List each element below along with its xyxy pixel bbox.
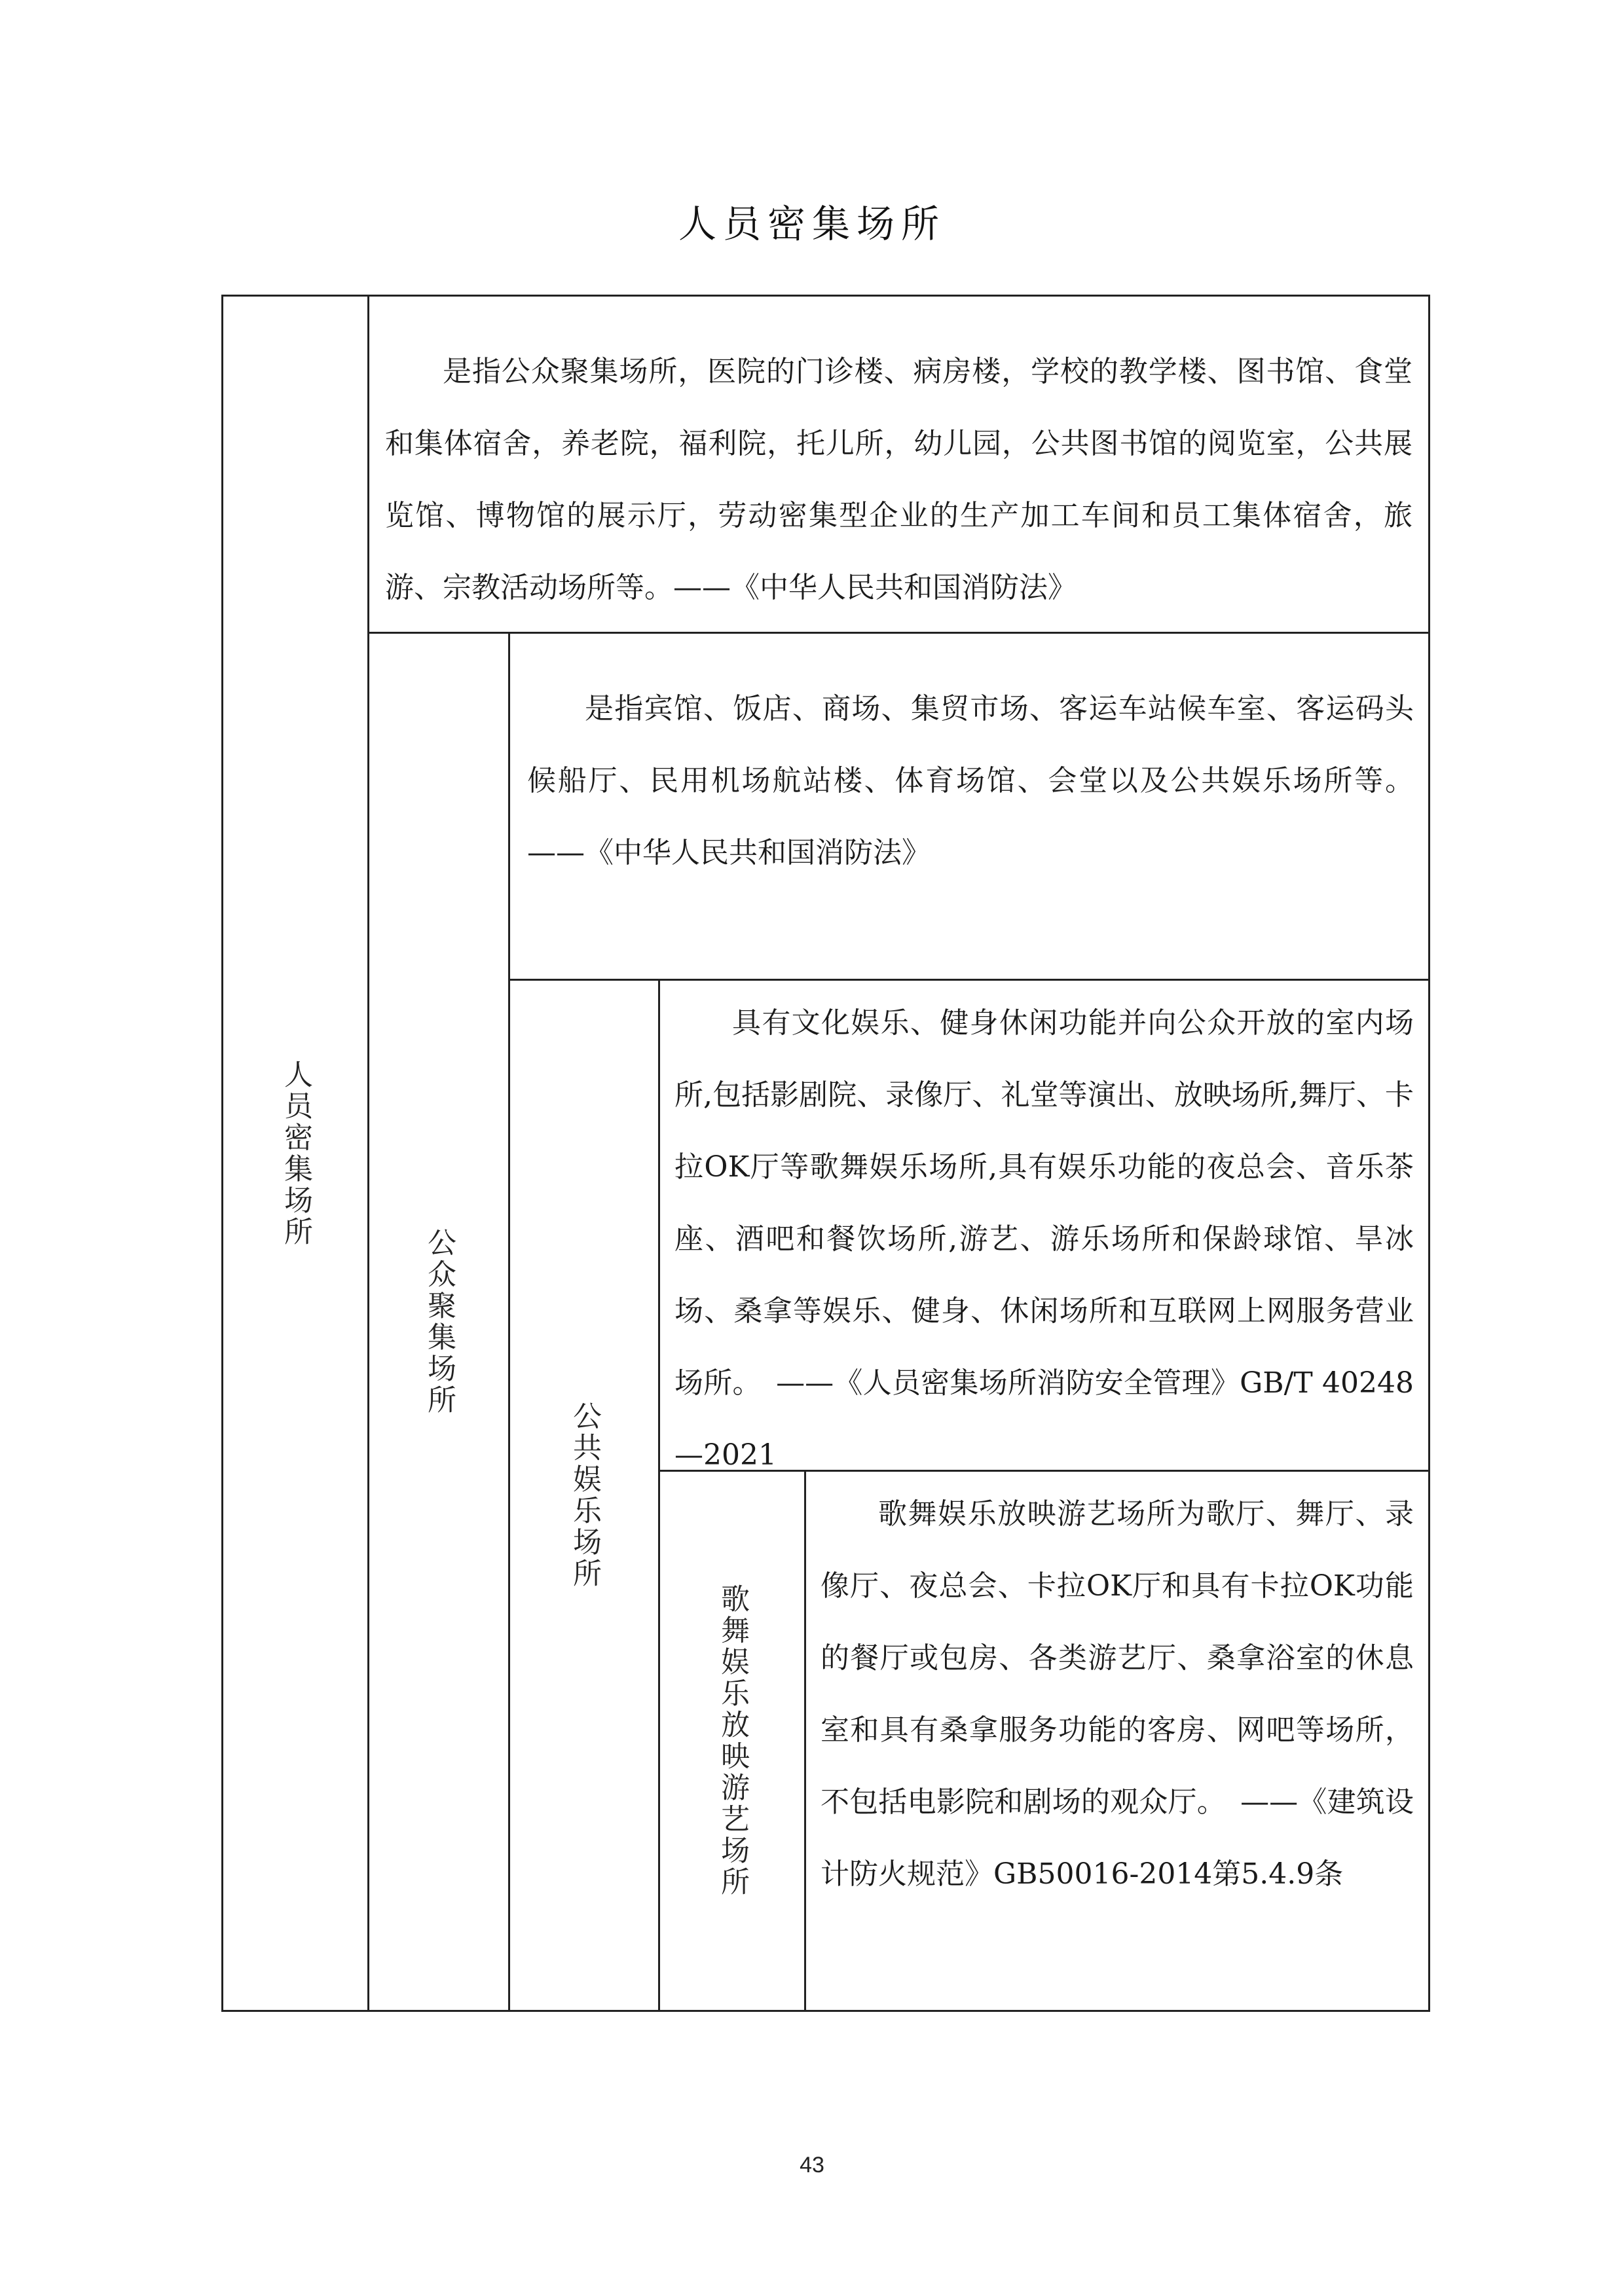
level2-definition-cell bbox=[508, 632, 1430, 981]
level1-label-cell bbox=[221, 295, 369, 2012]
level4-label-cell bbox=[658, 1470, 806, 2012]
level4-label: 歌舞娱乐放映游艺场所 bbox=[716, 1584, 749, 1898]
level1-definition: 是指公众聚集场所，医院的门诊楼、病房楼，学校的教学楼、图书馆、食堂和集体宿舍，养老院，福利院，托儿所，幼儿园，公共图书馆的阅览室，公共展览馆、博物馆的展示厅，劳动密集型企业的生产加工车间和员工集体宿舍，旅游、宗教活动场所等。——《中华人民共和国消防法》 bbox=[385, 355, 1412, 604]
level4-definition: 歌舞娱乐放映游艺场所为歌厅、舞厅、录像厅、夜总会、卡拉OK厅和具有卡拉OK功能的餐厅或包房、各类游艺厅、桑拿浴室的休息室和具有桑拿服务功能的客房、网吧等场所，不包括电影院和剧场的观众厅。 ——《建筑设计防火规范》GB50016-2014第5.4.9条 bbox=[821, 1497, 1414, 1891]
level1-label: 人员密集场所 bbox=[279, 1059, 312, 1248]
page-number: 43 bbox=[800, 2153, 824, 2178]
level3-definition: 具有文化娱乐、健身休闲功能并向公众开放的室内场所,包括影剧院、录像厅、礼堂等演出、放映场所,舞厅、卡拉OK厅等歌舞娱乐场所,具有娱乐功能的夜总会、音乐茶座、酒吧和餐饮场所,游艺、游乐场所和保龄球馆、旱冰场、桑拿等娱乐、健身、休闲场所和互联网上网服务营业场所。 ——《人员密集场所消防安全管理》GB/T 40248—2021 bbox=[674, 1006, 1414, 1472]
level3-label-cell bbox=[508, 979, 660, 2012]
level1-definition-cell bbox=[367, 295, 1430, 634]
level2-label-cell bbox=[367, 632, 510, 2012]
level3-label: 公共娱乐场所 bbox=[568, 1401, 601, 1590]
page-title: 人员密集场所 bbox=[678, 202, 946, 246]
level4-definition-cell bbox=[804, 1470, 1430, 2012]
level2-definition: 是指宾馆、饭店、商场、集贸市场、客运车站候车室、客运码头候船厅、民用机场航站楼、体育场馆、会堂以及公共娱乐场所等。——《中华人民共和国消防法》 bbox=[527, 692, 1414, 869]
level2-label: 公众聚集场所 bbox=[422, 1228, 456, 1416]
level3-definition-cell bbox=[658, 979, 1430, 1472]
